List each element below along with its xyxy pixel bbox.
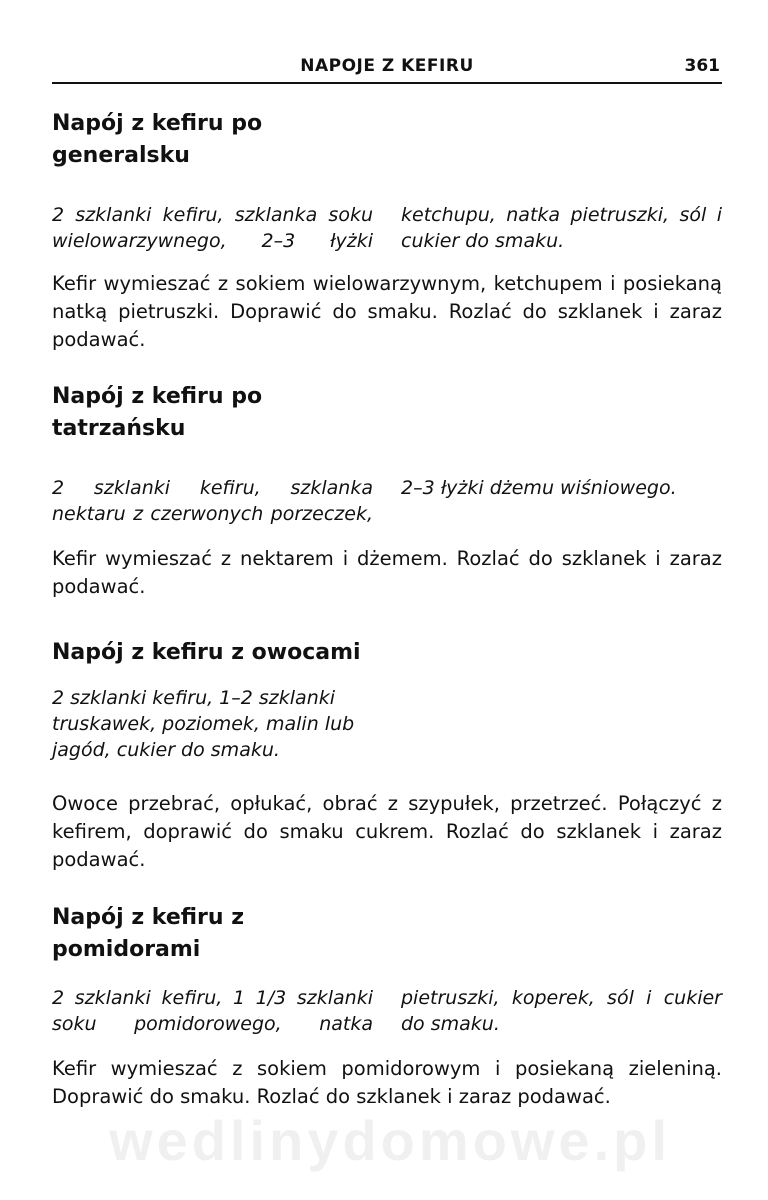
ingredients-list: 2 szklanki kefiru, szklanka soku wielowarzywnego, 2–3 łyżki ketchupu, natka pietruszki, sól i cukier do smaku. bbox=[52, 204, 722, 252]
ingredients-list: 2 szklanki kefiru, 1 1/3 szklanki soku pomidorowego, natka pietruszki, koperek, sól i cukier do smaku. bbox=[52, 987, 722, 1035]
recipe-title: Napój z kefiru z pomidorami bbox=[52, 905, 245, 962]
method-text: Owoce przebrać, opłukać, obrać z szypułek, przetrzeć. Połączyć z kefirem, doprawić do smaku cukrem. Rozlać do szklanek i zaraz podawać. bbox=[52, 792, 722, 871]
recipe-title: Napój z kefiru z owocami bbox=[52, 640, 361, 665]
ingredients-list: 2 szklanki kefiru, 1–2 szklanki truskawek, poziomek, malin lub jagód, cukier do smaku. bbox=[52, 687, 355, 761]
method-text: Kefir wymieszać z nektarem i dżemem. Rozlać do szklanek i zaraz podawać. bbox=[52, 547, 722, 598]
method-text: Kefir wymieszać z sokiem pomidorowym i posiekaną zieleniną. Doprawić do smaku. Rozlać do szklanek i zaraz podawać. bbox=[52, 1057, 722, 1108]
watermark: wedlinydomowe.pl bbox=[109, 1109, 671, 1172]
recipe-title: Napój z kefiru po tatrzańsku bbox=[52, 384, 263, 441]
method-text: Kefir wymieszać z sokiem wielowarzywnym, ketchupem i posiekaną natką pietruszki. Doprawić do smaku. Rozlać do szklanek i zaraz podawać. bbox=[52, 272, 722, 351]
page-number: 361 bbox=[684, 56, 720, 76]
ingredients-list: 2 szklanki kefiru, szklanka nektaru z czerwonych porzeczek, 2–3 łyżki dżemu wiśniowego. bbox=[52, 477, 677, 525]
recipe-title: Napój z kefiru po generalsku bbox=[52, 111, 263, 168]
running-head bbox=[52, 56, 722, 84]
section-title: NAPOJE Z KEFIRU bbox=[300, 56, 474, 76]
